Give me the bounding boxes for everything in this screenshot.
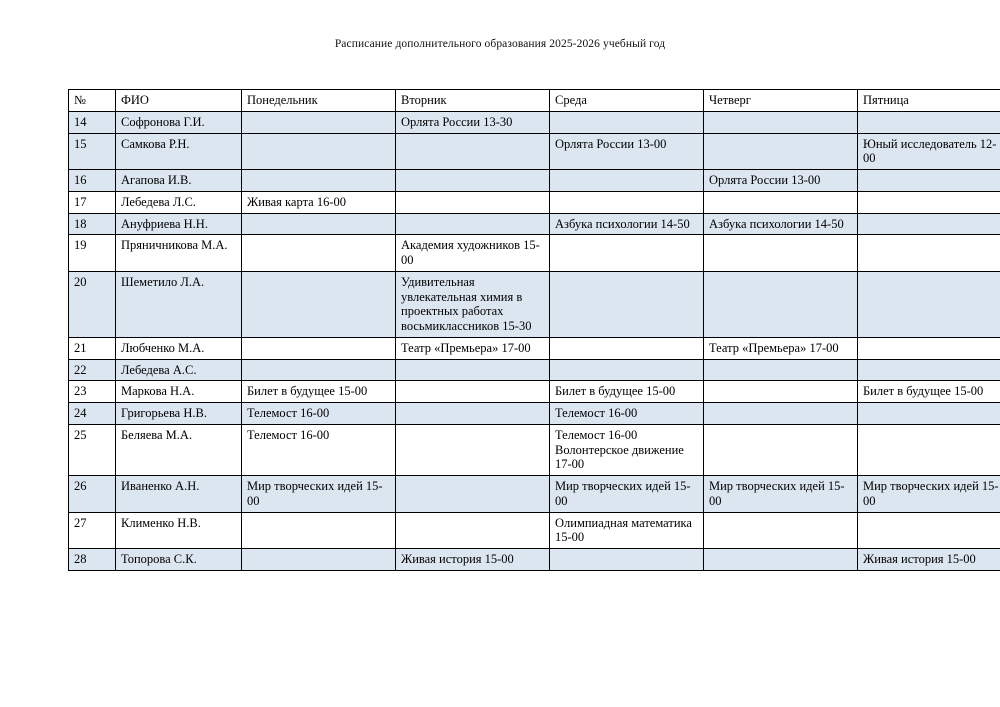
- cell-number: 27: [69, 512, 116, 549]
- cell-fio: Топорова С.К.: [116, 549, 242, 571]
- cell-thursday: [704, 403, 858, 425]
- cell-monday: [242, 271, 396, 337]
- cell-fio: Маркова Н.А.: [116, 381, 242, 403]
- schedule-table-container: [68, 89, 999, 571]
- column-header-fio: ФИО: [116, 90, 242, 112]
- cell-number: 26: [69, 476, 116, 513]
- cell-tuesday: [396, 476, 550, 513]
- cell-tuesday: [396, 359, 550, 381]
- cell-friday: [858, 337, 1000, 359]
- cell-number: 18: [69, 213, 116, 235]
- cell-friday: Билет в будущее 15-00: [858, 381, 1000, 403]
- table-row: [69, 111, 1000, 133]
- cell-monday: [242, 235, 396, 272]
- cell-fio: Самкова Р.Н.: [116, 133, 242, 170]
- cell-fio: Григорьева Н.В.: [116, 403, 242, 425]
- cell-friday: [858, 512, 1000, 549]
- cell-thursday: Театр «Премьера» 17-00: [704, 337, 858, 359]
- cell-friday: [858, 191, 1000, 213]
- cell-monday: [242, 213, 396, 235]
- cell-tuesday: [396, 170, 550, 192]
- column-header-number: №: [69, 90, 116, 112]
- cell-thursday: [704, 111, 858, 133]
- cell-friday: [858, 424, 1000, 475]
- cell-tuesday: [396, 381, 550, 403]
- cell-number: 20: [69, 271, 116, 337]
- cell-fio: Иваненко А.Н.: [116, 476, 242, 513]
- cell-fio: Шеметило Л.А.: [116, 271, 242, 337]
- column-header-wednesday: Среда: [550, 90, 704, 112]
- column-header-friday: Пятница: [858, 90, 1000, 112]
- cell-monday: Телемост 16-00: [242, 424, 396, 475]
- table-row: [69, 512, 1000, 549]
- cell-wednesday: [550, 191, 704, 213]
- cell-fio: Агапова И.В.: [116, 170, 242, 192]
- cell-friday: [858, 403, 1000, 425]
- cell-friday: [858, 271, 1000, 337]
- cell-monday: [242, 549, 396, 571]
- cell-thursday: [704, 512, 858, 549]
- cell-number: 21: [69, 337, 116, 359]
- cell-wednesday: [550, 549, 704, 571]
- cell-fio: Пряничникова М.А.: [116, 235, 242, 272]
- cell-wednesday: Телемост 16-00 Волонтерское движение 17-00: [550, 424, 704, 475]
- table-row: [69, 476, 1000, 513]
- cell-tuesday: Академия художников 15-00: [396, 235, 550, 272]
- cell-tuesday: [396, 403, 550, 425]
- cell-fio: Лебедева А.С.: [116, 359, 242, 381]
- cell-wednesday: Телемост 16-00: [550, 403, 704, 425]
- cell-tuesday: [396, 133, 550, 170]
- cell-thursday: [704, 359, 858, 381]
- cell-thursday: [704, 235, 858, 272]
- column-header-thursday: Четверг: [704, 90, 858, 112]
- cell-thursday: [704, 133, 858, 170]
- cell-tuesday: [396, 191, 550, 213]
- cell-number: 19: [69, 235, 116, 272]
- cell-tuesday: [396, 512, 550, 549]
- cell-friday: Юный исследователь 12-00: [858, 133, 1000, 170]
- table-row: [69, 549, 1000, 571]
- table-row: [69, 170, 1000, 192]
- cell-monday: [242, 359, 396, 381]
- cell-monday: [242, 337, 396, 359]
- cell-wednesday: [550, 337, 704, 359]
- cell-tuesday: [396, 424, 550, 475]
- cell-thursday: [704, 271, 858, 337]
- table-row: [69, 133, 1000, 170]
- cell-wednesday: [550, 170, 704, 192]
- cell-tuesday: [396, 213, 550, 235]
- cell-wednesday: Азбука психологии 14-50: [550, 213, 704, 235]
- cell-fio: Лебедева Л.С.: [116, 191, 242, 213]
- cell-thursday: Азбука психологии 14-50: [704, 213, 858, 235]
- table-row: [69, 381, 1000, 403]
- cell-wednesday: Олимпиадная математика 15-00: [550, 512, 704, 549]
- cell-number: 15: [69, 133, 116, 170]
- cell-friday: Живая история 15-00: [858, 549, 1000, 571]
- schedule-table: [68, 89, 1000, 571]
- cell-friday: [858, 170, 1000, 192]
- cell-thursday: Мир творческих идей 15-00: [704, 476, 858, 513]
- cell-wednesday: [550, 359, 704, 381]
- cell-number: 28: [69, 549, 116, 571]
- cell-tuesday: Удивительная увлекательная химия в проектных работах восьмиклассников 15-30: [396, 271, 550, 337]
- cell-tuesday: Орлята России 13-30: [396, 111, 550, 133]
- cell-number: 25: [69, 424, 116, 475]
- cell-monday: [242, 170, 396, 192]
- table-row: [69, 235, 1000, 272]
- cell-friday: [858, 213, 1000, 235]
- table-row: [69, 271, 1000, 337]
- column-header-monday: Понедельник: [242, 90, 396, 112]
- table-row: [69, 359, 1000, 381]
- cell-monday: Телемост 16-00: [242, 403, 396, 425]
- table-row: [69, 403, 1000, 425]
- table-row: [69, 213, 1000, 235]
- cell-number: 24: [69, 403, 116, 425]
- cell-monday: [242, 133, 396, 170]
- cell-wednesday: [550, 235, 704, 272]
- cell-monday: Мир творческих идей 15-00: [242, 476, 396, 513]
- page-title: Расписание дополнительного образования 2025-2026 учебный год: [334, 38, 666, 50]
- cell-monday: [242, 512, 396, 549]
- cell-number: 17: [69, 191, 116, 213]
- cell-tuesday: Театр «Премьера» 17-00: [396, 337, 550, 359]
- cell-monday: Живая карта 16-00: [242, 191, 396, 213]
- table-header: [69, 90, 1000, 112]
- cell-fio: Клименко Н.В.: [116, 512, 242, 549]
- cell-thursday: [704, 191, 858, 213]
- cell-fio: Любченко М.А.: [116, 337, 242, 359]
- cell-thursday: [704, 381, 858, 403]
- cell-friday: [858, 111, 1000, 133]
- cell-monday: Билет в будущее 15-00: [242, 381, 396, 403]
- cell-friday: [858, 359, 1000, 381]
- table-row: [69, 191, 1000, 213]
- cell-number: 23: [69, 381, 116, 403]
- cell-number: 14: [69, 111, 116, 133]
- cell-friday: Мир творческих идей 15-00: [858, 476, 1000, 513]
- cell-wednesday: Орлята России 13-00: [550, 133, 704, 170]
- cell-fio: Ануфриева Н.Н.: [116, 213, 242, 235]
- cell-wednesday: Мир творческих идей 15-00: [550, 476, 704, 513]
- column-header-tuesday: Вторник: [396, 90, 550, 112]
- table-header-row: [69, 90, 1000, 112]
- cell-number: 22: [69, 359, 116, 381]
- cell-fio: Софронова Г.И.: [116, 111, 242, 133]
- cell-friday: [858, 235, 1000, 272]
- cell-thursday: [704, 549, 858, 571]
- cell-wednesday: Билет в будущее 15-00: [550, 381, 704, 403]
- table-body: [69, 111, 1000, 570]
- cell-tuesday: Живая история 15-00: [396, 549, 550, 571]
- cell-thursday: Орлята России 13-00: [704, 170, 858, 192]
- cell-wednesday: [550, 111, 704, 133]
- cell-thursday: [704, 424, 858, 475]
- table-row: [69, 424, 1000, 475]
- cell-number: 16: [69, 170, 116, 192]
- cell-monday: [242, 111, 396, 133]
- cell-fio: Беляева М.А.: [116, 424, 242, 475]
- cell-wednesday: [550, 271, 704, 337]
- table-row: [69, 337, 1000, 359]
